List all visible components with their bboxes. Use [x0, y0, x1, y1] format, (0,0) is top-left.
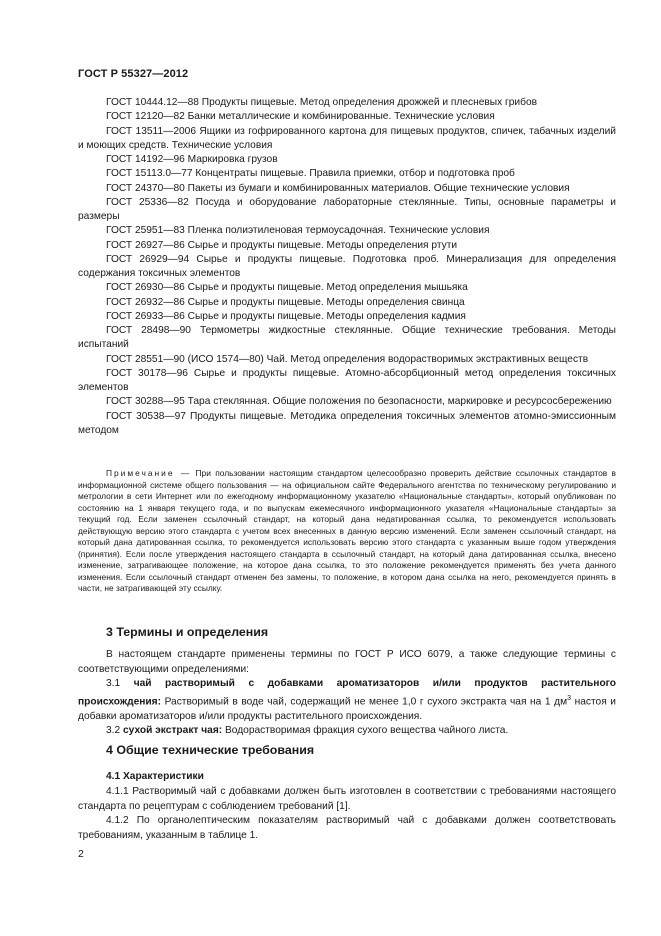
section-4-body: [78, 785, 616, 843]
subsection-4-1-heading: 4.1 Характеристики: [106, 771, 204, 782]
term-number: 3.1: [106, 678, 134, 690]
reference-item: ГОСТ 10444.12—88 Продукты пищевые. Метод определения дрожжей и плесневых грибов: [106, 97, 538, 108]
note-text: При пользовании настоящим стандартом целесообразно проверить действие ссылочных стандартов в информационной системе общего пользования — на официальном сайте Федерального агентства по техническому регулированию и метрологии в сети Интернет или по ежегодному информационному указателю «Национальные стандарты», который опубликован по состоянию на 1 января текущего года, и по выпускам ежемесячного информационного указателя «Национальные стандарты» за текущий год. Если заменен ссылочный стандарт, на который дана недатированная ссылка, то рекомендуется использовать действующую версию этого стандарта с учетом всех внесенных в данную версию изменений. Если заменен ссылочный стандарт, на который дана датированная ссылка, то рекомендуется использовать версию этого стандарта с указанным выше годом утверждения (принятия). Если после утверждения настоящего стандарта в ссылочный стандарт, на который дана датированная ссылка, внесено изменение, затрагивающее положение, на которое дана ссылка, то это положение рекомендуется применять без учета данного изменения. Если ссылочный стандарт отменен без замены, то положение, в котором дана ссылка на него, рекомендуется принять в части, не затрагивающей эту ссылку.: [78, 468, 616, 594]
section-4-heading: 4 Общие технические требования: [106, 743, 315, 757]
reference-item: ГОСТ 26927—86 Сырье и продукты пищевые. Методы определения ртути: [106, 239, 458, 251]
reference-item: ГОСТ 26930—86 Сырье и продукты пищевые. Метод определения мышьяка: [106, 282, 468, 294]
term-3-1: [78, 677, 616, 724]
reference-item: ГОСТ 12120—82 Банки металлические и комбинированные. Технические условия: [106, 111, 495, 123]
section-3-heading: 3 Термины и определения: [106, 625, 269, 639]
reference-item: ГОСТ 13511—2006 Ящики из гофрированного картона для пищевых продуктов, спичек, табачных изделий и моющих средств. Технические условия: [78, 125, 616, 151]
reference-item: ГОСТ 30288—95 Тара стеклянная. Общие положения по безопасности, маркировке и ресурсосбережению: [106, 396, 612, 408]
reference-item: ГОСТ 26932—86 Сырье и продукты пищевые. Методы определения свинца: [106, 296, 465, 308]
term-name: чай растворимый с добавками ароматизаторов и/или продуктов растительного происхождения:: [78, 678, 616, 708]
superscript: 3: [567, 694, 572, 702]
reference-item: ГОСТ 15113.0—77 Концентраты пищевые. Правила приемки, отбор и подготовка проб: [106, 168, 515, 180]
clause-4-1-1: 4.1.1 Растворимый чай с добавками должен быть изготовлен в соответствии с требованиями настоящего стандарта по рецептурам с соблюдением требований [1].: [78, 786, 616, 812]
reference-item: ГОСТ 24370—80 Пакеты из бумаги и комбинированных материалов. Общие технические условия: [106, 182, 570, 194]
clause-4-1-2: 4.1.2 По органолептическим показателям растворимый чай с добавками должен соответствовать требованиям, указанным в таблице 1.: [78, 815, 616, 841]
reference-item: ГОСТ 26933—86 Сырье и продукты пищевые. Методы определения кадмия: [106, 310, 466, 322]
term-definition: Водорастворимая фракция сухого вещества чайного листа.: [222, 725, 509, 737]
reference-item: ГОСТ 30178—96 Сырье и продукты пищевые. Атомно-абсорбционный метод определения токсичных элементов: [78, 367, 616, 393]
reference-item: ГОСТ 25336—82 Посуда и оборудование лабораторные стеклянные. Типы, основные параметры и размеры: [78, 196, 616, 222]
reference-item: ГОСТ 28551—90 (ИСО 1574—80) Чай. Метод определения водорастворимых экстрактивных веществ: [106, 353, 589, 365]
terms-intro: В настоящем стандарте применены термины по ГОСТ Р ИСО 6079, а также следующие термины с соответствующими определениями:: [78, 649, 616, 675]
reference-item: ГОСТ 30538—97 Продукты пищевые. Методика определения токсичных элементов атомно-эмиссионным методом: [78, 410, 616, 436]
term-definition: Растворимый в воде чай, содержащий не менее 1,0 г сухого экстракта чая на 1 дм: [161, 696, 568, 708]
term-number: 3.2: [106, 725, 123, 737]
normative-references-list: [78, 96, 616, 438]
reference-item: ГОСТ 14192—96 Маркировка грузов: [106, 154, 278, 165]
page-number: 2: [78, 848, 84, 860]
section-3-body: [78, 648, 616, 739]
references-note: [78, 468, 616, 595]
reference-item: ГОСТ 26929—94 Сырье и продукты пищевые. Подготовка проб. Минерализация для определения содержания токсичных элементов: [78, 253, 616, 279]
reference-item: ГОСТ 28498—90 Термометры жидкостные стеклянные. Общие технические требования. Методы испытаний: [78, 325, 616, 351]
page-header: ГОСТ Р 55327—2012: [78, 68, 189, 80]
reference-item: ГОСТ 25951—83 Пленка полиэтиленовая термоусадочная. Технические условия: [106, 225, 490, 237]
term-3-2: [78, 724, 616, 739]
term-name: сухой экстракт чая:: [123, 725, 223, 737]
note-lead: Примечание —: [106, 468, 192, 478]
term-definition-end: настоя и добавки ароматизаторов и/или продукты растительного происхождения.: [78, 696, 616, 722]
